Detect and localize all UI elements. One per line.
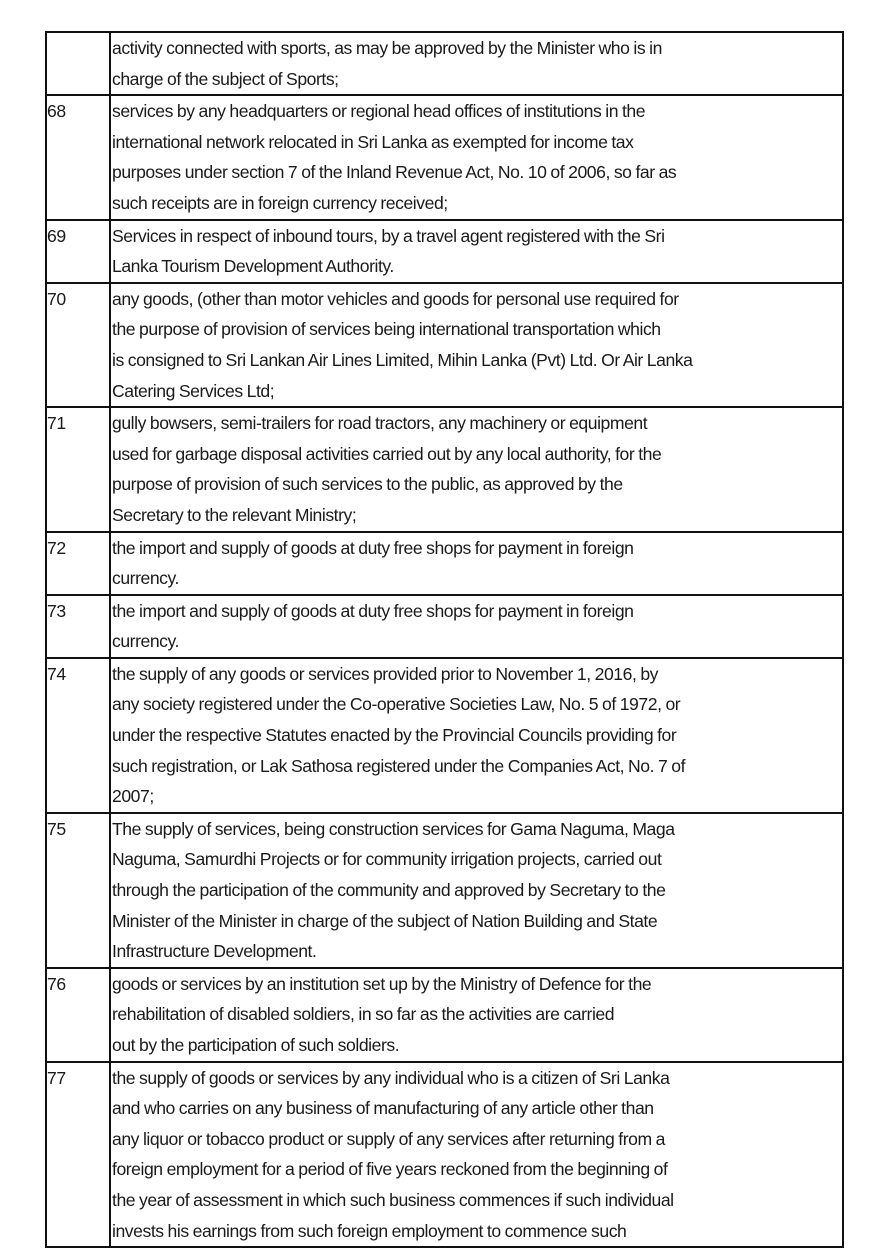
table-row	[46, 95, 843, 219]
description-line: any goods, (other than motor vehicles and goods for personal use required for	[112, 288, 679, 309]
exemption-table-body	[46, 32, 843, 1247]
table-row	[46, 813, 843, 968]
item-description	[110, 283, 843, 407]
description-line: Catering Services Ltd;	[112, 380, 275, 401]
description-line: the import and supply of goods at duty free shops for payment in foreign	[112, 537, 634, 558]
table-row	[46, 407, 843, 531]
description-line: foreign employment for a period of five years reckoned from the beginning of	[112, 1159, 668, 1180]
description-line: the import and supply of goods at duty free shops for payment in foreign	[112, 600, 634, 621]
item-number: 77	[46, 1062, 110, 1248]
item-number: 73	[46, 595, 110, 658]
item-description	[110, 532, 843, 595]
item-number: 75	[46, 813, 110, 968]
description-line: the year of assessment in which such business commences if such individual	[112, 1189, 674, 1210]
description-line: the purpose of provision of services being international transportation which	[112, 319, 661, 340]
item-description	[110, 595, 843, 658]
description-line: services by any headquarters or regional head offices of institutions in the	[112, 101, 646, 122]
item-description	[110, 32, 843, 95]
table-row	[46, 968, 843, 1062]
item-description	[110, 220, 843, 283]
description-line: currency.	[112, 631, 179, 652]
description-line: any society registered under the Co-operative Societies Law, No. 5 of 1972, or	[112, 694, 681, 715]
description-line: the supply of any goods or services provided prior to November 1, 2016, by	[112, 663, 658, 684]
item-description	[110, 407, 843, 531]
item-description	[110, 95, 843, 219]
description-line: The supply of services, being construction services for Gama Naguma, Maga	[112, 818, 675, 839]
description-line: purposes under section 7 of the Inland Revenue Act, No. 10 of 2006, so far as	[112, 162, 677, 183]
table-row	[46, 32, 843, 95]
description-line: under the respective Statutes enacted by the Provincial Councils providing for	[112, 725, 677, 746]
description-line: Infrastructure Development.	[112, 941, 317, 962]
item-description	[110, 968, 843, 1062]
description-line: Secretary to the relevant Ministry;	[112, 504, 357, 525]
table-row	[46, 220, 843, 283]
description-line: Lanka Tourism Development Authority.	[112, 256, 394, 277]
description-line: rehabilitation of disabled soldiers, in so far as the activities are carried	[112, 1004, 615, 1025]
item-description	[110, 1062, 843, 1248]
item-number: 72	[46, 532, 110, 595]
description-line: out by the participation of such soldiers.	[112, 1035, 400, 1055]
description-line: 2007;	[112, 786, 154, 807]
table-row	[46, 1062, 843, 1248]
description-line: charge of the subject of Sports;	[112, 68, 339, 89]
item-number: 76	[46, 968, 110, 1062]
description-line: gully bowsers, semi-trailers for road tractors, any machinery or equipment	[112, 413, 648, 434]
description-line: is consigned to Sri Lankan Air Lines Limited, Mihin Lanka (Pvt) Ltd. Or Air Lanka	[112, 349, 693, 370]
description-line: international network relocated in Sri Lanka as exempted for income tax	[112, 131, 634, 152]
exemption-table	[45, 31, 844, 1248]
item-number: 70	[46, 283, 110, 407]
item-description	[110, 658, 843, 813]
item-number	[46, 32, 110, 95]
description-line: Services in respect of inbound tours, by a travel agent registered with the Sri	[112, 225, 665, 246]
item-description	[110, 813, 843, 968]
table-row	[46, 595, 843, 658]
table-row	[46, 532, 843, 595]
description-line: through the participation of the community and approved by Secretary to the	[112, 880, 666, 901]
item-number: 69	[46, 220, 110, 283]
item-number: 74	[46, 658, 110, 813]
description-line: any liquor or tobacco product or supply of any services after returning from a	[112, 1128, 665, 1149]
description-line: Minister of the Minister in charge of the subject of Nation Building and State	[112, 910, 658, 931]
item-number: 71	[46, 407, 110, 531]
description-line: such registration, or Lak Sathosa registered under the Companies Act, No. 7 of	[112, 755, 686, 776]
description-line: and who carries on any business of manufacturing of any article other than	[112, 1098, 654, 1119]
description-line: invests his earnings from such foreign employment to commence such	[112, 1220, 627, 1241]
description-line: such receipts are in foreign currency received;	[112, 192, 448, 213]
table-row	[46, 283, 843, 407]
item-number: 68	[46, 95, 110, 219]
description-line: used for garbage disposal activities carried out by any local authority, for the	[112, 443, 662, 464]
description-line: purpose of provision of such services to the public, as approved by the	[112, 474, 623, 495]
table-row	[46, 658, 843, 813]
description-line: the supply of goods or services by any individual who is a citizen of Sri Lanka	[112, 1067, 670, 1088]
description-line: Naguma, Samurdhi Projects or for community irrigation projects, carried out	[112, 849, 662, 870]
description-line: activity connected with sports, as may be approved by the Minister who is in	[112, 38, 662, 58]
description-line: goods or services by an institution set up by the Ministry of Defence for the	[112, 973, 652, 994]
description-line: currency.	[112, 568, 179, 589]
